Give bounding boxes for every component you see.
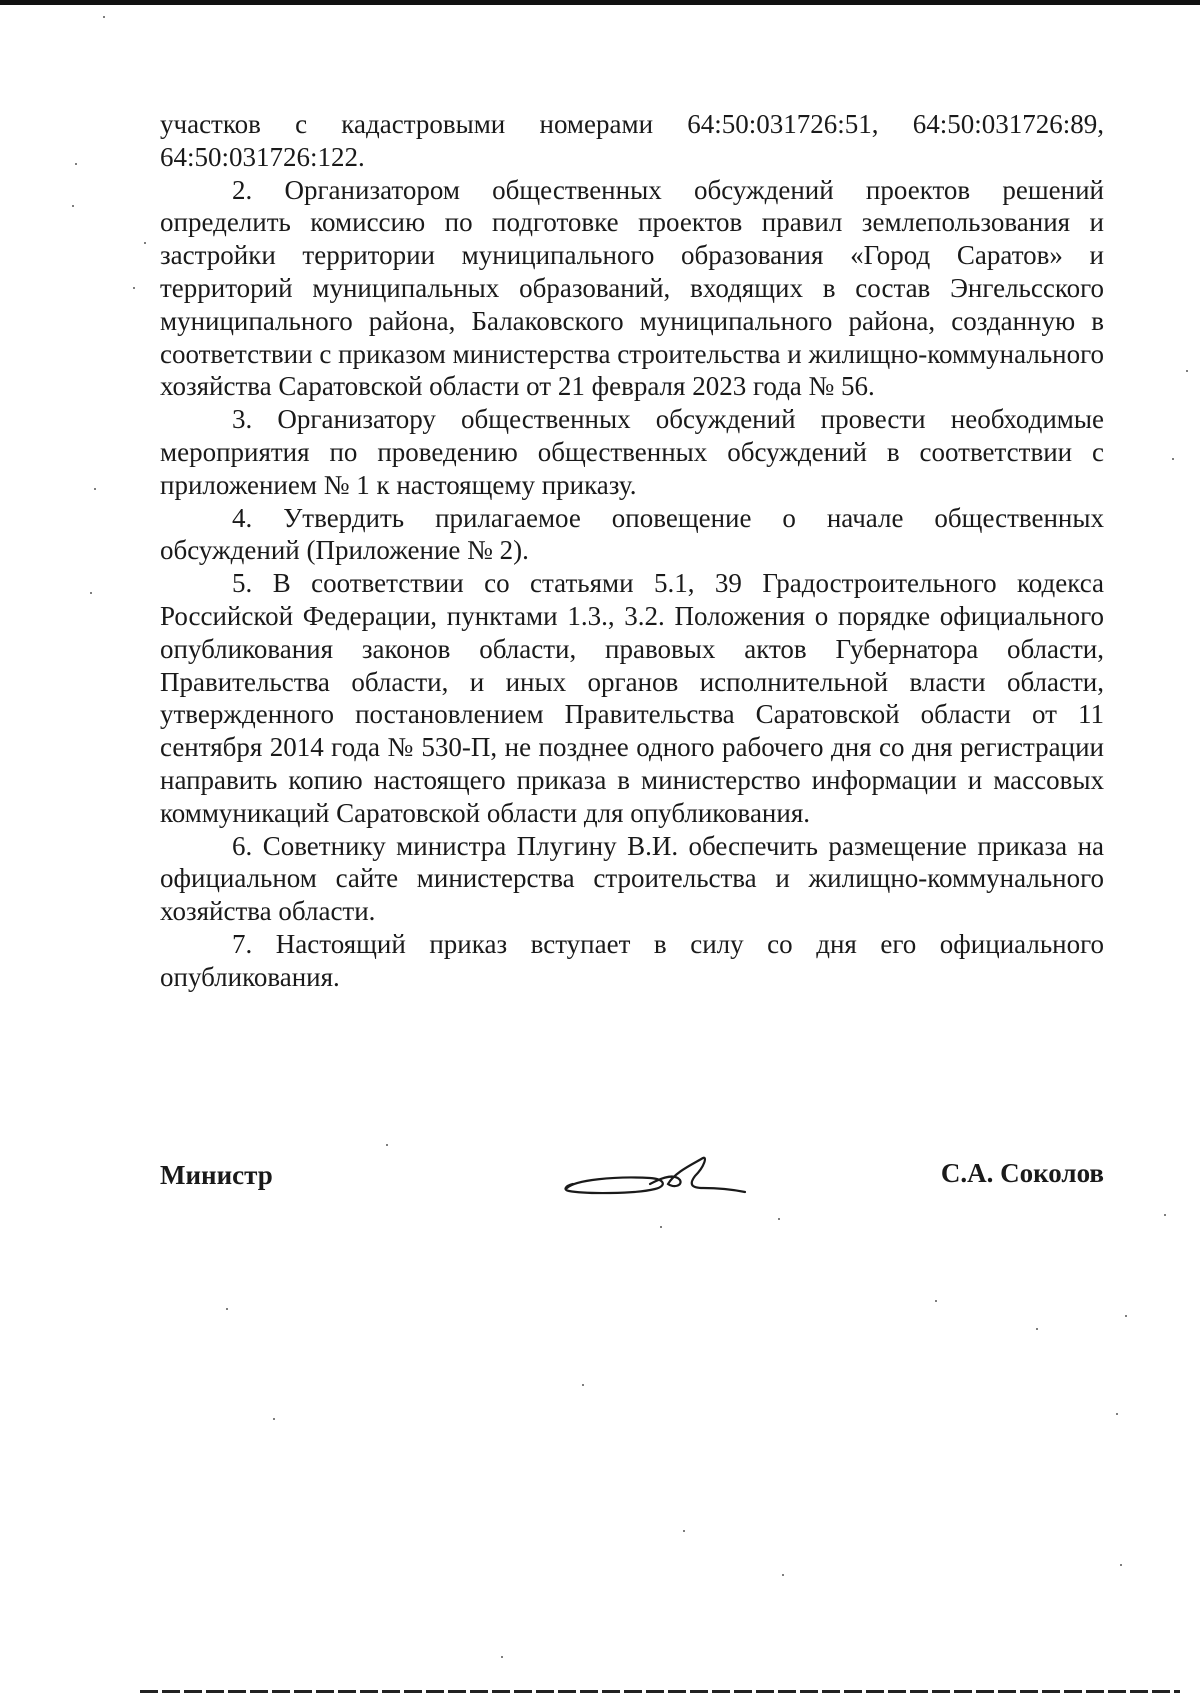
scan-speck — [273, 1418, 275, 1420]
signatory-title: Министр — [160, 1160, 273, 1190]
scan-speck — [386, 1144, 388, 1146]
scan-speck — [90, 592, 92, 594]
signatory-name: С.А. Соколов — [940, 1158, 1104, 1188]
scan-speck — [778, 1218, 780, 1220]
scan-speck — [1125, 1315, 1127, 1317]
scan-speck — [1186, 370, 1188, 372]
paragraph-item-5: 5. В соответствии со статьями 5.1, 39 Градостроительного кодекса Российской Федерации, пунктами 1.3., 3.2. Положения о порядке официального опубликования законов области, правовых актов Губернатора области, Правительства области, и иных органов исполнительной власти области, утвержденного постановлением Правительства Саратовской области от 11 сентября 2014 года № 530-П, не позднее одного рабочего дня со дня регистрации направить копию настоящего приказа в министерство информации и массовых коммуникаций Саратовской области для опубликования. — [160, 568, 1104, 828]
paragraph-item-7: 7. Настоящий приказ вступает в силу со дня его официального опубликования. — [160, 928, 1104, 992]
paragraph-continuation: участков с кадастровыми номерами 64:50:031726:51, 64:50:031726:89, 64:50:031726:122. — [160, 109, 1104, 172]
handwritten-signature-icon — [555, 1136, 765, 1206]
scan-speck — [782, 1574, 784, 1576]
scan-bottom-edge — [140, 1690, 1180, 1693]
scan-speck — [94, 488, 96, 490]
scan-speck — [1036, 1328, 1038, 1330]
scan-speck — [501, 1656, 503, 1658]
scan-speck — [226, 1308, 228, 1310]
paragraph-item-2: 2. Организатором общественных обсуждений проектов решений определить комиссию по подготовке проектов правил землепользования и застройки территории муниципального образования «Город Саратов» и территорий муниципальных образований, входящих в состав Энгельсского муниципального района, Балаковского муниципального района, созданную в соответствии с приказом министерства строительства и жилищно-коммунального хозяйства Саратовской области от 21 февраля 2023 года № 56. — [160, 174, 1104, 402]
scan-speck — [1116, 1413, 1118, 1415]
signature-block — [160, 1148, 1104, 1218]
scan-speck — [1164, 1214, 1166, 1216]
scan-speck — [144, 242, 146, 244]
order-body — [160, 108, 1104, 994]
scan-speck — [75, 163, 77, 165]
scan-top-edge — [0, 0, 1200, 5]
scan-speck — [133, 287, 135, 289]
paragraph-item-4: 4. Утвердить прилагаемое оповещение о начале общественных обсуждений (Приложение № 2). — [160, 502, 1104, 566]
scan-speck — [1172, 458, 1174, 460]
paragraph-item-3: 3. Организатору общественных обсуждений провести необходимые мероприятия по проведению общественных обсуждений в соответствии с приложением № 1 к настоящему приказу. — [160, 404, 1104, 500]
scan-speck — [103, 16, 105, 18]
scan-speck — [660, 1226, 662, 1228]
scan-speck — [935, 1300, 937, 1302]
scan-speck — [683, 1530, 685, 1532]
scan-speck — [582, 1384, 584, 1386]
paragraph-item-6: 6. Советнику министра Плугину В.И. обеспечить размещение приказа на официальном сайте министерства строительства и жилищно-коммунального хозяйства области. — [160, 830, 1104, 927]
scan-speck — [1120, 1564, 1122, 1566]
scan-speck — [72, 205, 74, 207]
